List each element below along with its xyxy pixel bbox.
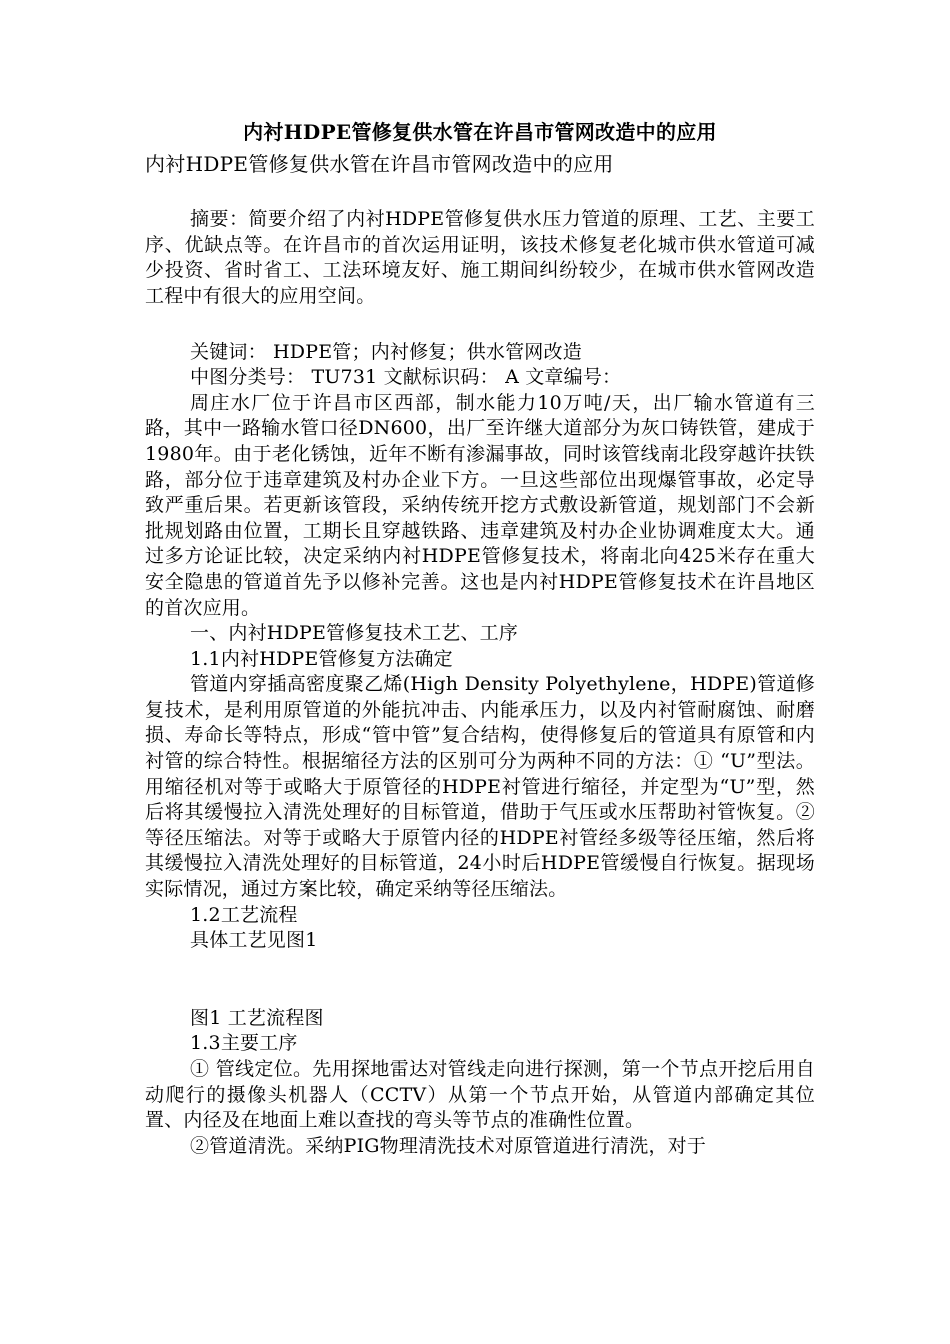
section-heading-1-1: 1.1内衬HDPE管修复方法确定	[190, 647, 453, 670]
flow-reference: 具体工艺见图1	[190, 929, 318, 952]
classification-line: 中图分类号： TU731 文献标识码： A 文章编号：	[190, 366, 622, 389]
blank-line	[145, 177, 815, 203]
step-2-paragraph: ②管道清洗。采纳PIG物理清洗技术对原管道进行清洗，对于	[190, 1134, 707, 1157]
abstract-paragraph: 摘要：简要介绍了内衬HDPE管修复供水压力管道的原理、工艺、主要工序、优缺点等。在许昌市的首次运用证明，该技术修复老化城市供水管道可减少投资、省时省工、工法环境友好、施工期间纠纷较少，在城市供水管网改造工程中有很大的应用空间。	[145, 208, 815, 307]
method-paragraph: 管道内穿插高密度聚乙烯(High Density Polyethylene，HDPE)管道修复技术，是利用原管道的外能抗冲击、内能承压力，以及内衬管耐腐蚀、耐磨损、寿命长等特点，形成“管中管”复合结构，使得修复后的管道具有原管和内衬管的综合特性。根据缩径方法的区别可分为两种不同的方法：① “U”型法。用缩径机对等于或略大于原管径的HDPE衬管进行缩径，并定型为“U”型，然后将其缓慢拉入清洗处理好的目标管道，借助于气压或水压帮助衬管恢复。②等径压缩法。对等于或略大于原管内径的HDPE衬管经多级等径压缩，然后将其缓慢拉入清洗处理好的目标管道，24小时后HDPE管缓慢自行恢复。据现场实际情况，通过方案比较，确定采纳等径压缩法。	[145, 673, 815, 901]
keywords-line: 关键词： HDPE管；内衬修复；供水管网改造	[190, 340, 582, 363]
document-subtitle: 内衬HDPE管修复供水管在许昌市管网改造中的应用	[145, 151, 614, 176]
figure-caption: 图1 工艺流程图	[190, 1006, 324, 1029]
intro-paragraph: 周庄水厂位于许昌市区西部，制水能力10万吨/天，出厂输水管道有三路，其中一路输水管口径DN600，出厂至许继大道部分为灰口铸铁管，建成于1980年。由于老化锈蚀，近年不断有渗漏事故，同时该管线南北段穿越许扶铁路，部分位于违章建筑及村办企业下方。一旦这些部位出现爆管事故，必定导致严重后果。若更新该管段，采纳传统开挖方式敷设新管道，规划部门不会新批规划路由位置，工期长且穿越铁路、违章建筑及村办企业协调难度太大。通过多方论证比较，决定采纳内衬HDPE管修复技术，将南北向425米存在重大安全隐患的管道首先予以修补完善。这也是内衬HDPE管修复技术在许昌地区的首次应用。	[145, 391, 815, 619]
blank-line	[145, 310, 815, 336]
document-title: 内衬HDPE管修复供水管在许昌市管网改造中的应用	[243, 120, 717, 144]
document-page	[145, 120, 815, 1159]
figure-placeholder	[145, 954, 815, 1006]
section-heading-1: 一、内衬HDPE管修复技术工艺、工序	[190, 622, 519, 645]
step-1-paragraph: ① 管线定位。先用探地雷达对管线走向进行探测，第一个节点开挖后用自动爬行的摄像头机器人（CCTV）从第一个节点开始，从管道内部确定其位置、内径及在地面上难以查找的弯头等节点的准确性位置。	[145, 1058, 815, 1132]
section-heading-1-3: 1.3主要工序	[190, 1032, 298, 1055]
section-heading-1-2: 1.2工艺流程	[190, 903, 298, 926]
